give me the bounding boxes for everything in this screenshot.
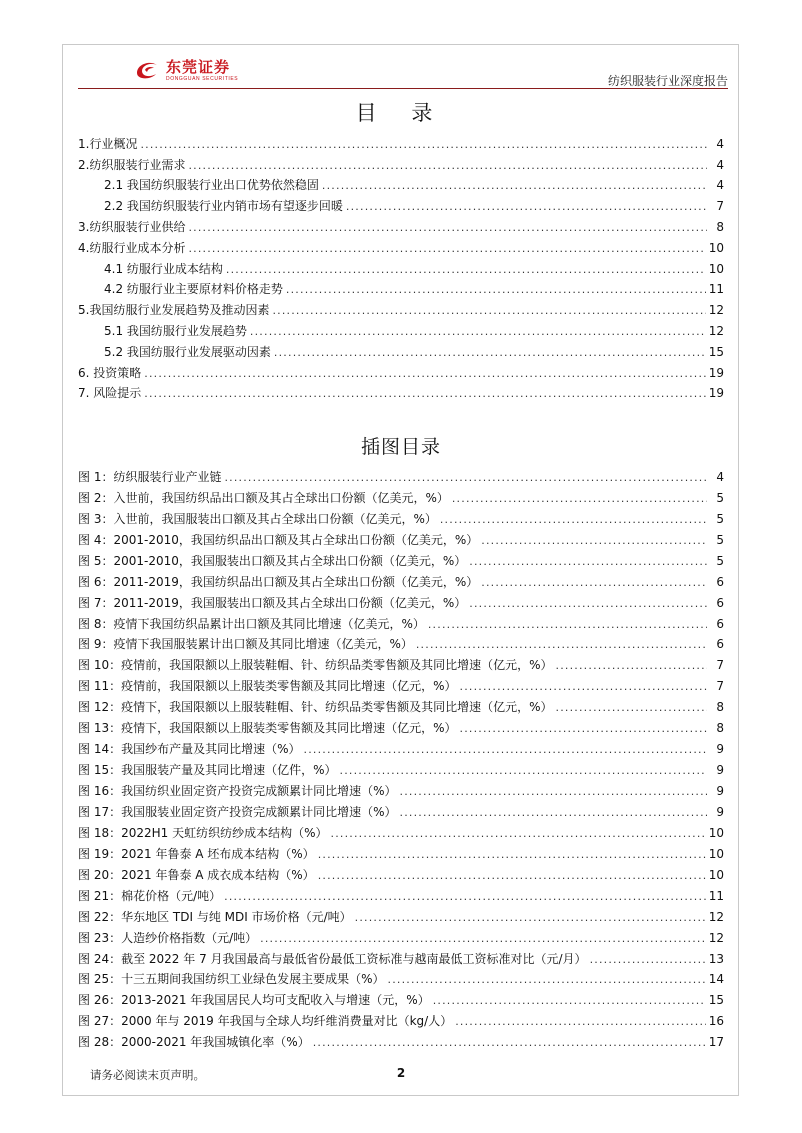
dot-leader bbox=[460, 679, 708, 694]
figure-entry-page-number: 5 bbox=[716, 532, 724, 547]
figure-entry-page-number: 11 bbox=[708, 888, 724, 903]
dot-leader bbox=[388, 972, 706, 987]
figure-entry-page-number: 9 bbox=[716, 784, 724, 798]
dot-leader bbox=[452, 491, 707, 506]
figure-entry[interactable] bbox=[78, 1029, 724, 1050]
figure-entry-page-number: 10 bbox=[708, 846, 724, 861]
toc-entry-page-number: 19 bbox=[708, 365, 724, 380]
figure-entry-page-number: 7 bbox=[716, 679, 724, 694]
toc-entry[interactable] bbox=[78, 193, 724, 214]
dot-leader bbox=[331, 826, 706, 841]
figure-entry-page-number: 16 bbox=[708, 1014, 724, 1029]
figure-list bbox=[78, 464, 724, 1050]
dot-leader bbox=[469, 596, 707, 611]
figure-entry-label: 图 9：疫情下我国服装累计出口额及其同比增速（亿美元，%） bbox=[78, 637, 413, 652]
figure-entry[interactable] bbox=[78, 841, 724, 862]
dot-leader bbox=[226, 262, 706, 277]
dot-leader bbox=[304, 742, 708, 757]
figure-entry-page-number: 5 bbox=[716, 553, 724, 568]
toc-entry[interactable] bbox=[78, 318, 724, 339]
dot-leader bbox=[481, 575, 707, 590]
toc-entry-page-number: 10 bbox=[708, 240, 724, 255]
figure-entry-label: 图 19：2021 年鲁泰 A 坯布成本结构（%） bbox=[78, 846, 315, 861]
toc-entry-label: 4.2 纺服行业主要原材料价格走势 bbox=[104, 282, 283, 297]
toc-entry-label: 6. 投资策略 bbox=[78, 365, 142, 380]
disclaimer-note: 请务必阅读末页声明。 bbox=[90, 1068, 205, 1082]
figure-entry-label: 图 21：棉花价格（元/吨） bbox=[78, 888, 222, 903]
dot-leader bbox=[481, 533, 707, 548]
toc-entry-page-number: 7 bbox=[716, 199, 724, 214]
dot-leader bbox=[250, 324, 706, 339]
toc-entry-page-number: 10 bbox=[708, 261, 724, 276]
dot-leader bbox=[144, 386, 705, 401]
figure-entry-page-number: 6 bbox=[716, 616, 724, 631]
toc-entry-label: 2.2 我国纺织服装行业内销市场有望逐步回暖 bbox=[104, 199, 343, 214]
figure-entry[interactable] bbox=[78, 590, 724, 611]
report-type-label: 纺织服装行业深度报告 bbox=[607, 74, 728, 88]
dot-leader bbox=[318, 868, 706, 883]
toc-entry-label: 5.2 我国纺服行业发展驱动因素 bbox=[104, 344, 271, 359]
dot-leader bbox=[455, 1014, 706, 1029]
logo-english-name: DONGGUAN SECURITIES bbox=[166, 76, 239, 82]
toc-entry-label: 4.1 纺服行业成本结构 bbox=[104, 261, 223, 276]
toc-entry[interactable] bbox=[78, 256, 724, 277]
dot-leader bbox=[416, 637, 707, 652]
figure-entry[interactable] bbox=[78, 925, 724, 946]
dot-leader bbox=[346, 199, 707, 214]
figure-entry-label: 图 17：我国服装业固定资产投资完成额累计同比增速（%） bbox=[78, 804, 397, 819]
figure-entry[interactable] bbox=[78, 632, 724, 653]
figure-entry[interactable] bbox=[78, 485, 724, 506]
figure-entry[interactable] bbox=[78, 883, 724, 904]
toc-entry-page-number: 4 bbox=[716, 178, 724, 193]
figure-entry-page-number: 14 bbox=[708, 972, 724, 987]
figure-entry[interactable] bbox=[78, 987, 724, 1008]
figure-entry[interactable] bbox=[78, 464, 724, 485]
toc-list bbox=[78, 131, 724, 401]
figure-entry-page-number: 12 bbox=[708, 930, 724, 945]
dot-leader bbox=[590, 952, 706, 967]
dot-leader bbox=[556, 700, 708, 715]
figure-entry-label: 图 13：疫情下，我国限额以上服装类零售额及其同比增速（亿元，%） bbox=[78, 721, 457, 736]
figure-entry-page-number: 12 bbox=[708, 909, 724, 924]
toc-entry[interactable] bbox=[78, 360, 724, 381]
logo-swirl-icon bbox=[134, 59, 160, 81]
toc-entry-label: 7. 风险提示 bbox=[78, 386, 142, 401]
toc-entry-page-number: 15 bbox=[708, 344, 724, 359]
figure-entry-label: 图 20：2021 年鲁泰 A 成衣成本结构（%） bbox=[78, 867, 315, 882]
dot-leader bbox=[400, 784, 708, 799]
figure-entry[interactable] bbox=[78, 527, 724, 548]
figure-entry-page-number: 9 bbox=[716, 763, 724, 778]
figure-entry-label: 图 5：2001-2010，我国服装出口额及其占全球出口份额（亿美元，%） bbox=[78, 553, 467, 568]
dot-leader bbox=[144, 366, 705, 381]
figure-entry-page-number: 6 bbox=[716, 637, 724, 652]
header-divider bbox=[78, 88, 728, 89]
dot-leader bbox=[224, 889, 706, 904]
figure-entry[interactable] bbox=[78, 548, 724, 569]
toc-entry-label: 3.纺织服装行业供给 bbox=[78, 219, 186, 234]
figure-entry[interactable] bbox=[78, 1008, 724, 1029]
company-logo bbox=[134, 59, 238, 89]
toc-entry-page-number: 4 bbox=[716, 136, 724, 151]
dot-leader bbox=[400, 805, 708, 820]
figure-entry-page-number: 10 bbox=[708, 825, 724, 840]
toc-entry[interactable] bbox=[78, 277, 724, 298]
figure-entry-label: 图 14：我国纱布产量及其同比增速（%） bbox=[78, 742, 301, 757]
toc-entry[interactable] bbox=[78, 339, 724, 360]
figure-entry-label: 图 24：截至 2022 年 7 月我国最高与最低省份最低工资标准与越南最低工资标准对比（元/月） bbox=[78, 951, 587, 966]
figure-entry-label: 图 26：2013-2021 年我国居民人均可支配收入与增速（元，%） bbox=[78, 993, 430, 1008]
figure-entry[interactable] bbox=[78, 778, 724, 799]
dot-leader bbox=[188, 241, 705, 256]
dot-leader bbox=[460, 721, 708, 736]
figure-entry-page-number: 4 bbox=[716, 469, 724, 484]
dot-leader bbox=[274, 345, 706, 360]
toc-title: 目 录 bbox=[355, 101, 447, 125]
dot-leader bbox=[440, 512, 707, 527]
dot-leader bbox=[260, 931, 706, 946]
dot-leader bbox=[428, 617, 707, 632]
dot-leader bbox=[140, 137, 707, 152]
figure-entry-label: 图 7：2011-2019，我国服装出口额及其占全球出口份额（亿美元，%） bbox=[78, 595, 467, 610]
figure-entry-label: 图 27：2000 年与 2019 年我国与全球人均纤维消费量对比（kg/人） bbox=[78, 1014, 453, 1029]
dot-leader bbox=[469, 554, 707, 569]
figure-entry[interactable] bbox=[78, 904, 724, 925]
figure-entry-label: 图 4：2001-2010，我国纺织品出口额及其占全球出口份额（亿美元，%） bbox=[78, 532, 479, 547]
figure-entry[interactable] bbox=[78, 569, 724, 590]
figure-list-title: 插图目录 bbox=[360, 436, 441, 458]
figure-entry-page-number: 6 bbox=[716, 595, 724, 610]
figure-entry-label: 图 25：十三五期间我国纺织工业绿色发展主要成果（%） bbox=[78, 972, 385, 987]
dot-leader bbox=[313, 1035, 706, 1050]
figure-entry-label: 图 23：人造纱价格指数（元/吨） bbox=[78, 930, 258, 945]
figure-entry-label: 图 1：纺织服装行业产业链 bbox=[78, 469, 222, 484]
figure-entry-label: 图 11：疫情前，我国限额以上服装类零售额及其同比增速（亿元，%） bbox=[78, 679, 457, 694]
figure-entry-label: 图 28：2000-2021 年我国城镇化率（%） bbox=[78, 1035, 310, 1050]
figure-entry[interactable] bbox=[78, 946, 724, 967]
page-header bbox=[78, 55, 728, 95]
figure-entry[interactable] bbox=[78, 799, 724, 820]
toc-entry-page-number: 19 bbox=[708, 386, 724, 401]
dot-leader bbox=[340, 763, 708, 778]
figure-entry-label: 图 6：2011-2019，我国纺织品出口额及其占全球出口份额（亿美元，%） bbox=[78, 574, 479, 589]
toc-entry[interactable] bbox=[78, 297, 724, 318]
figure-entry-label: 图 15：我国服装产量及其同比增速（亿件，%） bbox=[78, 763, 337, 778]
figure-entry[interactable] bbox=[78, 820, 724, 841]
toc-entry[interactable] bbox=[78, 152, 724, 173]
figure-entry[interactable] bbox=[78, 652, 724, 673]
toc-entry-page-number: 12 bbox=[708, 323, 724, 338]
figure-entry-page-number: 17 bbox=[708, 1035, 724, 1050]
toc-entry-label: 2.1 我国纺织服装行业出口优势依然稳固 bbox=[104, 178, 319, 193]
dot-leader bbox=[224, 470, 707, 485]
figure-entry[interactable] bbox=[78, 694, 724, 715]
figure-entry-label: 图 16：我国纺织业固定资产投资完成额累计同比增速（%） bbox=[78, 784, 397, 798]
toc-entry-label: 5.1 我国纺服行业发展趋势 bbox=[104, 323, 247, 338]
dot-leader bbox=[286, 282, 706, 297]
figure-entry-label: 图 8：疫情下我国纺织品累计出口额及其同比增速（亿美元，%） bbox=[78, 616, 425, 631]
dot-leader bbox=[188, 158, 707, 173]
figure-entry-page-number: 10 bbox=[708, 867, 724, 882]
toc-entry-page-number: 11 bbox=[708, 282, 724, 297]
dot-leader bbox=[433, 993, 706, 1008]
figure-entry-page-number: 9 bbox=[716, 742, 724, 757]
figure-entry-label: 图 10：疫情前，我国限额以上服装鞋帽、针、纺织品类零售额及其同比增速（亿元，%） bbox=[78, 658, 553, 673]
toc-entry[interactable] bbox=[78, 131, 724, 152]
figure-entry[interactable] bbox=[78, 673, 724, 694]
logo-chinese-name: 东莞证券 bbox=[166, 58, 231, 76]
dot-leader bbox=[322, 178, 707, 193]
figure-entry-page-number: 6 bbox=[716, 574, 724, 589]
dot-leader bbox=[355, 910, 706, 925]
page-number: 2 bbox=[396, 1066, 406, 1080]
toc-entry-label: 1.行业概况 bbox=[78, 136, 138, 151]
figure-entry-label: 图 2：入世前，我国纺织品出口额及其占全球出口份额（亿美元，%） bbox=[78, 490, 449, 505]
figure-entry-page-number: 8 bbox=[716, 721, 724, 736]
figure-entry-page-number: 13 bbox=[708, 951, 724, 966]
figure-entry-label: 图 3：入世前，我国服装出口额及其占全球出口份额（亿美元，%） bbox=[78, 511, 437, 526]
toc-entry[interactable] bbox=[78, 381, 724, 402]
figure-entry-label: 图 22：华东地区 TDI 与纯 MDI 市场价格（元/吨） bbox=[78, 909, 352, 924]
toc-entry-page-number: 4 bbox=[716, 157, 724, 172]
figure-entry[interactable] bbox=[78, 611, 724, 632]
dot-leader bbox=[556, 658, 708, 673]
figure-entry-page-number: 9 bbox=[716, 804, 724, 819]
dot-leader bbox=[188, 220, 707, 235]
toc-entry-page-number: 8 bbox=[716, 219, 724, 234]
figure-entry[interactable] bbox=[78, 967, 724, 988]
toc-entry[interactable] bbox=[78, 235, 724, 256]
toc-entry-label: 2.纺织服装行业需求 bbox=[78, 157, 186, 172]
figure-entry-label: 图 12：疫情下，我国限额以上服装鞋帽、针、纺织品类零售额及其同比增速（亿元，%） bbox=[78, 700, 553, 715]
figure-entry-page-number: 5 bbox=[716, 490, 724, 505]
figure-entry[interactable] bbox=[78, 862, 724, 883]
dot-leader bbox=[272, 303, 705, 318]
toc-entry[interactable] bbox=[78, 214, 724, 235]
figure-entry-page-number: 7 bbox=[716, 658, 724, 673]
dot-leader bbox=[318, 847, 706, 862]
figure-entry[interactable] bbox=[78, 736, 724, 757]
toc-entry-label: 4.纺服行业成本分析 bbox=[78, 240, 186, 255]
toc-entry[interactable] bbox=[78, 173, 724, 194]
figure-entry-label: 图 18：2022H1 天虹纺织纺纱成本结构（%） bbox=[78, 825, 328, 840]
figure-entry[interactable] bbox=[78, 506, 724, 527]
figure-entry-page-number: 15 bbox=[708, 993, 724, 1008]
figure-entry[interactable] bbox=[78, 715, 724, 736]
figure-entry[interactable] bbox=[78, 757, 724, 778]
figure-entry-page-number: 8 bbox=[716, 700, 724, 715]
toc-entry-page-number: 12 bbox=[708, 303, 724, 318]
figure-entry-page-number: 5 bbox=[716, 511, 724, 526]
toc-entry-label: 5.我国纺服行业发展趋势及推动因素 bbox=[78, 303, 270, 318]
